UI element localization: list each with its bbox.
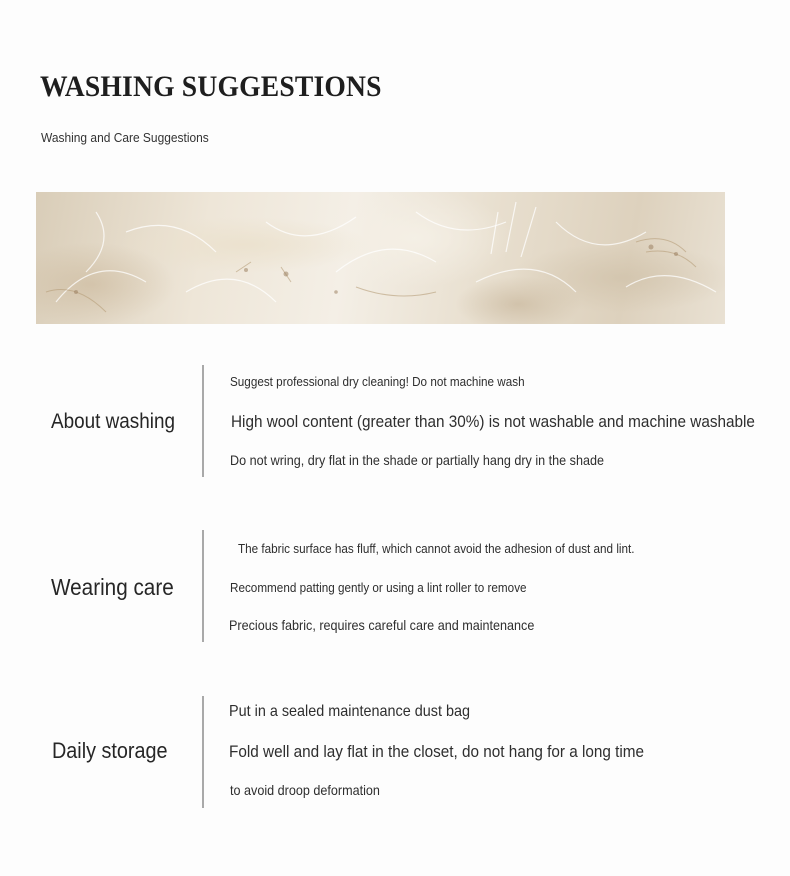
page-title: WASHING SUGGESTIONS	[40, 70, 382, 103]
care-instruction: Recommend patting gently or using a lint roller to remove	[230, 580, 527, 595]
wool-fiber-banner-image	[36, 192, 725, 324]
care-instruction: to avoid droop deformation	[230, 782, 380, 798]
care-instruction: High wool content (greater than 30%) is not washable and machine washable	[231, 412, 755, 431]
section-divider	[202, 365, 204, 477]
section-label: About washing	[51, 410, 175, 433]
page-subtitle: Washing and Care Suggestions	[41, 130, 209, 145]
care-instruction: Do not wring, dry flat in the shade or partially hang dry in the shade	[230, 452, 605, 468]
care-instruction: The fabric surface has fluff, which cannot avoid the adhesion of dust and lint.	[238, 541, 635, 556]
care-instruction: Precious fabric, requires careful care and maintenance	[229, 617, 535, 633]
section-divider	[202, 696, 204, 808]
section-label: Daily storage	[52, 738, 168, 763]
care-instruction: Suggest professional dry cleaning! Do not machine wash	[230, 374, 525, 389]
care-instruction: Put in a sealed maintenance dust bag	[229, 703, 470, 720]
wool-fiber-texture	[36, 192, 725, 324]
section-divider	[202, 530, 204, 642]
section-label: Wearing care	[51, 574, 174, 600]
care-instruction: Fold well and lay flat in the closet, do not hang for a long time	[229, 742, 645, 761]
